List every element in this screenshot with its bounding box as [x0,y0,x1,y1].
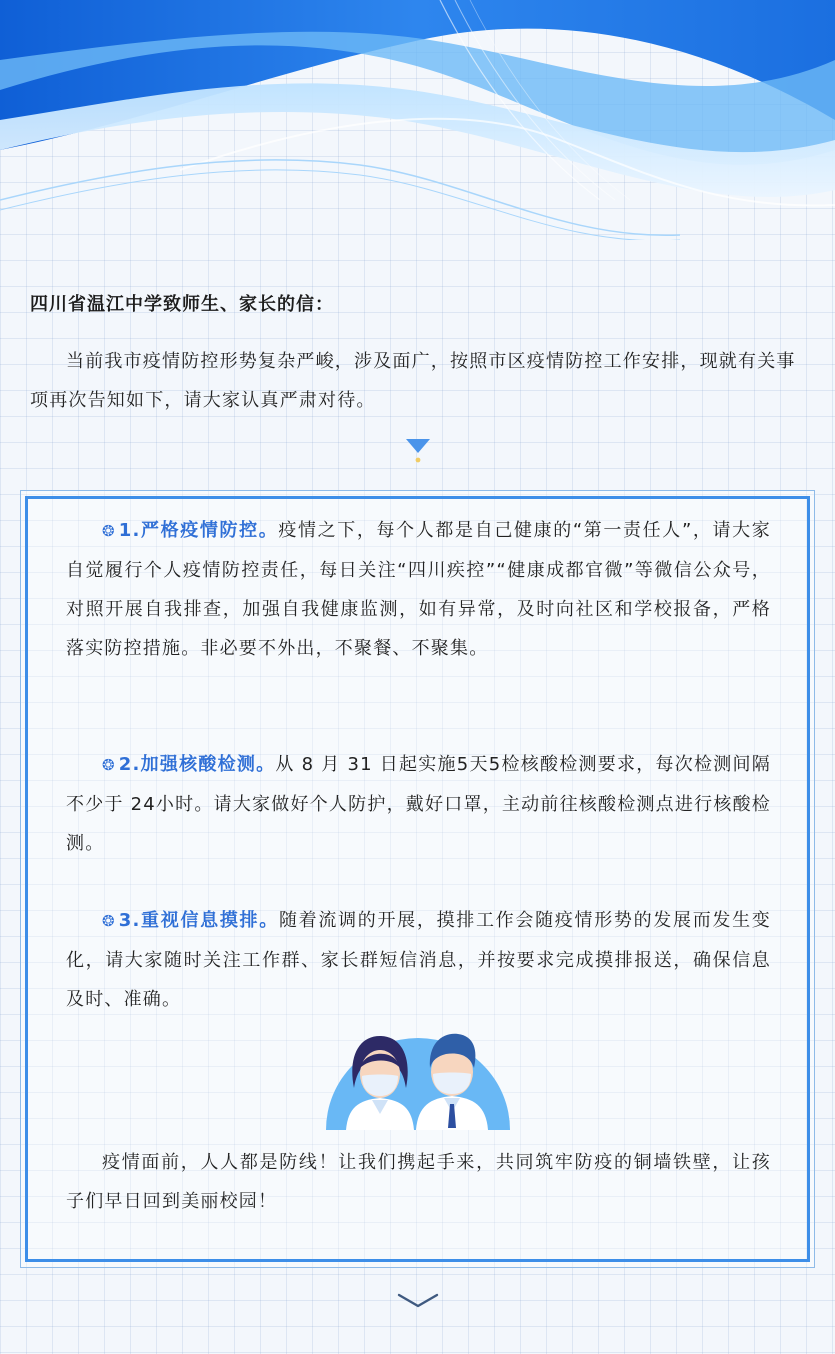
letter-intro: 当前我市疫情防控形势复杂严峻，涉及面广，按照市区疫情防控工作安排，现就有关事项再次告知如下，请大家认真严肃对待。 [30,351,796,411]
masked-doctors-illustration [318,1028,518,1130]
section-2-title: 2.加强核酸检测。 [118,754,276,775]
letter-heading: 四川省温江中学致师生、家长的信： [30,294,334,315]
gear-icon: ❂ [102,522,116,540]
closing-paragraph: 疫情面前，人人都是防线！让我们携起手来，共同筑牢防疫的铜墙铁壁，让孩子们早日回到美丽校园！ [66,1152,771,1212]
section-2 [66,745,771,863]
section-3 [66,901,771,1019]
section-3-title: 3.重视信息摸排。 [118,910,279,931]
section-1-body: 疫情之下，每个人都是自己健康的“第一责任人”，请大家自觉履行个人疫情防控责任，每日关注“四川疾控”“健康成都官微”等微信公众号，对照开展自我排查，加强自我健康监测，如有异常，及时向社区和学校报备，严格落实防控措施。非必要不外出，不聚餐、不聚集。 [66,520,771,659]
section-2-body: 从 8 月 31 日起实施5天5检核酸检测要求，每次检测间隔不少于 24小时。请大家做好个人防护，戴好口罩，主动前往核酸检测点进行核酸检测。 [66,754,771,854]
triangle-down-icon [403,436,433,466]
section-3-body: 随着流调的开展，摸排工作会随疫情形势的发展而发生变化，请大家随时关注工作群、家长群短信消息，并按要求完成摸排报送，确保信息及时、准确。 [66,910,772,1010]
gear-icon: ❂ [102,912,116,930]
header-banner [0,0,835,240]
gear-icon: ❂ [102,756,116,774]
section-1-title: 1.严格疫情防控。 [118,520,279,541]
section-1 [66,511,771,668]
chevron-down-icon [396,1290,440,1312]
